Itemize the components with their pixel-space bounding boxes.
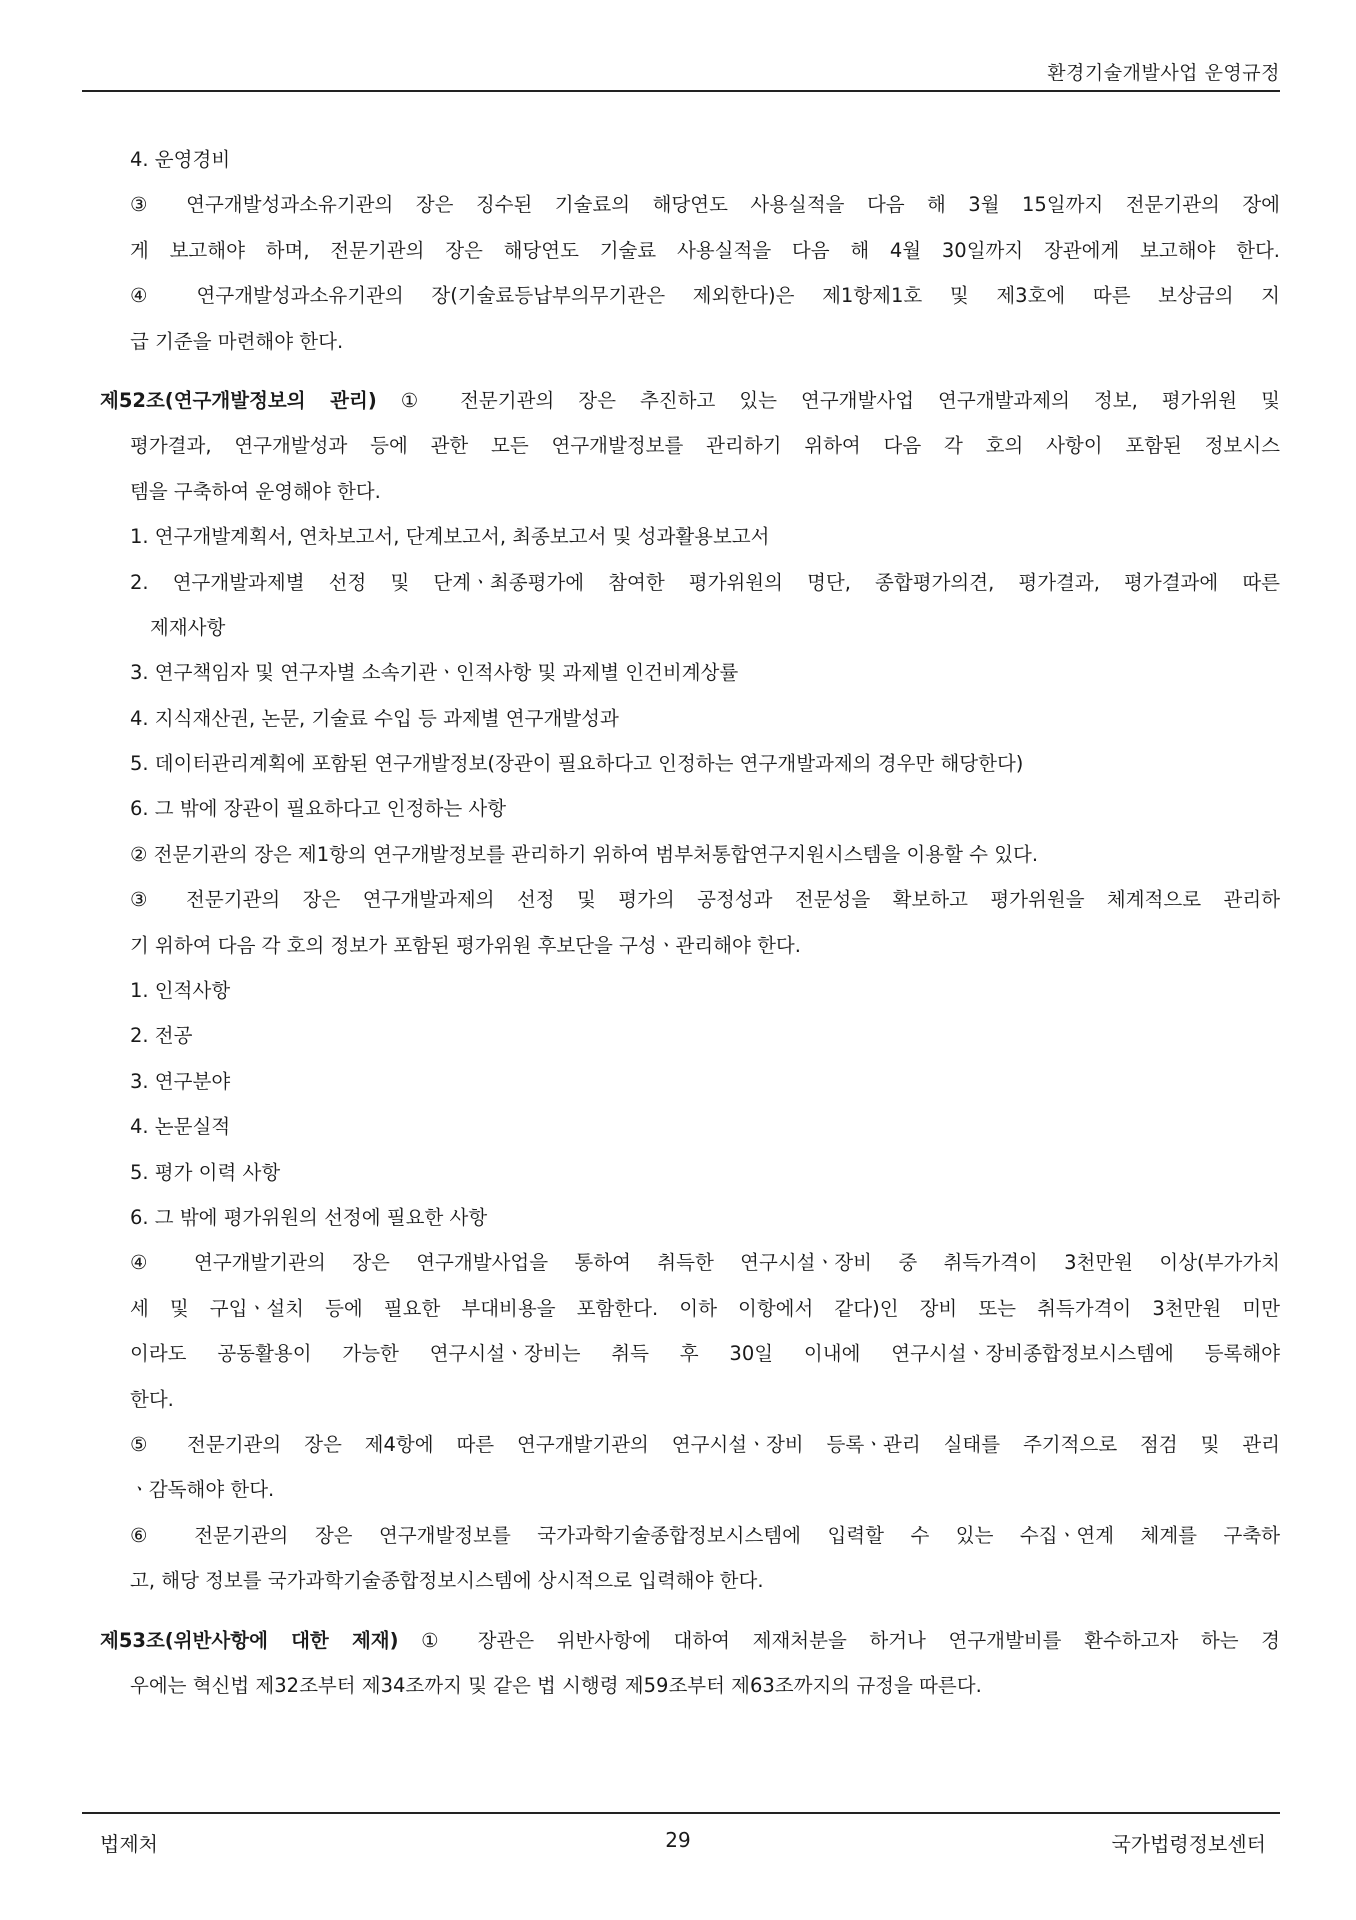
list-item: 5. 데이터관리계획에 포함된 연구개발정보(장관이 필요하다고 인정하는 연구개발과제의 경우만 해당한다) [130,752,1024,776]
list-item: 4. 지식재산권, 논문, 기술료 수입 등 과제별 연구개발성과 [130,706,619,730]
list-item: 제재사항 [150,615,226,639]
paragraph-line: ③ 연구개발성과소유기관의 장은 징수된 기술료의 해당연도 사용실적을 다음 해 3월 15일까지 전문기관의 장에 [130,193,1280,217]
paragraph-line: ④ 연구개발기관의 장은 연구개발사업을 통하여 취득한 연구시설ㆍ장비 중 취득가격이 3천만원 이상(부가가치 [130,1251,1280,1275]
list-item: 3. 연구분야 [130,1069,231,1093]
page-header-title: 환경기술개발사업 운영규정 [1047,62,1280,84]
footer-rule [82,1812,1280,1814]
paragraph-line: ④ 연구개발성과소유기관의 장(기술료등납부의무기관은 제외한다)은 제1항제1호 및 제3호에 따른 보상금의 지 [130,284,1280,308]
paragraph-line: ③ 전문기관의 장은 연구개발과제의 선정 및 평가의 공정성과 전문성을 확보하고 평가위원을 체계적으로 관리하 [130,888,1280,912]
list-item: 3. 연구책임자 및 연구자별 소속기관ㆍ인적사항 및 과제별 인건비계상률 [130,661,739,685]
spacer [100,364,1280,378]
list-item: 6. 그 밖에 평가위원의 선정에 필요한 사항 [130,1205,488,1229]
article-52-line [100,378,1280,423]
document-body [100,137,1280,1708]
article-53-title: 제53조(위반사항에 대한 제재) [100,1628,399,1652]
list-item: 1. 연구개발계획서, 연차보고서, 단계보고서, 최종보고서 및 성과활용보고서 [130,525,770,549]
paragraph-line: 고, 해당 정보를 국가과학기술종합정보시스템에 상시적으로 입력해야 한다. [130,1569,764,1593]
paragraph-line: 4. 운영경비 [130,148,231,171]
article-53-line [100,1618,1280,1663]
list-item: 4. 논문실적 [130,1115,231,1139]
list-item: 6. 그 밖에 장관이 필요하다고 인정하는 사항 [130,797,507,821]
article-53-text: ① 장관은 위반사항에 대하여 제재처분을 하거나 연구개발비를 환수하고자 하는 경 [398,1628,1280,1652]
paragraph-line: 게 보고해야 하며, 전문기관의 장은 해당연도 기술료 사용실적을 다음 해 4월 30일까지 장관에게 보고해야 한다. [130,238,1280,262]
header-rule [82,90,1280,92]
paragraph-line: 기 위하여 다음 각 호의 정보가 포함된 평가위원 후보단을 구성ㆍ관리해야 한다. [130,933,801,957]
list-item: 1. 인적사항 [130,979,231,1003]
paragraph-line: ⑥ 전문기관의 장은 연구개발정보를 국가과학기술종합정보시스템에 입력할 수 있는 수집ㆍ연계 체계를 구축하 [130,1523,1280,1547]
paragraph-line: 우에는 혁신법 제32조부터 제34조까지 및 같은 법 시행령 제59조부터 제63조까지의 규정을 따른다. [130,1673,982,1697]
footer-left: 법제처 [100,1832,158,1856]
paragraph-line: 평가결과, 연구개발성과 등에 관한 모든 연구개발정보를 관리하기 위하여 다음 각 호의 사항이 포함된 정보시스 [130,434,1280,458]
paragraph-line: 한다. [130,1387,174,1411]
footer-right: 국가법령정보센터 [1111,1832,1266,1856]
list-item: 2. 연구개발과제별 선정 및 단계ㆍ최종평가에 참여한 평가위원의 명단, 종합평가의견, 평가결과, 평가결과에 따른 [130,570,1280,594]
paragraph-line: 급 기준을 마련해야 한다. [130,329,344,353]
page-number: 29 [665,1828,691,1852]
paragraph-line: 세 및 구입ㆍ설치 등에 필요한 부대비용을 포함한다. 이하 이항에서 같다)인 장비 또는 취득가격이 3천만원 미만 [130,1296,1280,1320]
list-item: 2. 전공 [130,1024,193,1048]
paragraph-line: ㆍ감독해야 한다. [130,1478,275,1502]
article-52-title: 제52조(연구개발정보의 관리) [100,388,377,412]
article-52-text: ① 전문기관의 장은 추진하고 있는 연구개발사업 연구개발과제의 정보, 평가위원 및 [376,388,1280,412]
paragraph-line: ② 전문기관의 장은 제1항의 연구개발정보를 관리하기 위하여 범부처통합연구지원시스템을 이용할 수 있다. [130,842,1039,866]
list-item: 5. 평가 이력 사항 [130,1160,281,1184]
spacer [100,1604,1280,1618]
paragraph-line: ⑤ 전문기관의 장은 제4항에 따른 연구개발기관의 연구시설ㆍ장비 등록ㆍ관리 실태를 주기적으로 점검 및 관리 [130,1432,1280,1456]
paragraph-line: 이라도 공동활용이 가능한 연구시설ㆍ장비는 취득 후 30일 이내에 연구시설ㆍ장비종합정보시스템에 등록해야 [130,1342,1280,1366]
paragraph-line: 템을 구축하여 운영해야 한다. [130,479,381,503]
